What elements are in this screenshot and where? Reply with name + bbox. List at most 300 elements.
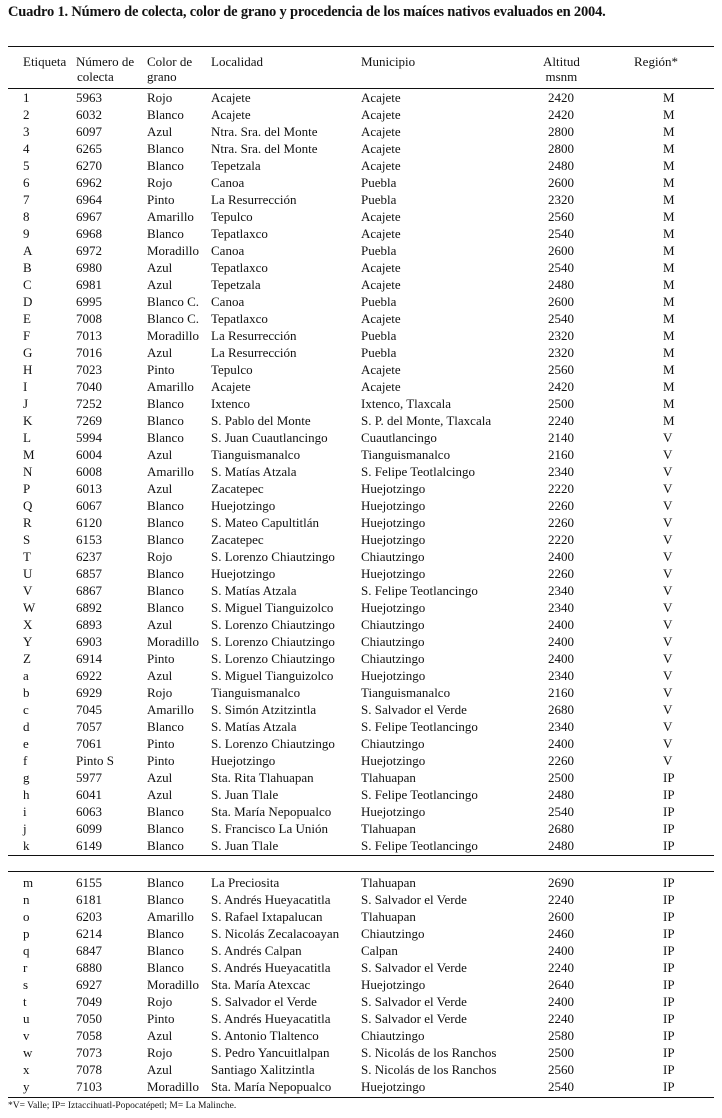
table-row <box>0 514 722 531</box>
cell-municipio: Acajete <box>361 379 401 394</box>
table-row <box>0 174 722 191</box>
cell-region: V <box>663 515 673 530</box>
cell-etiqueta: L <box>23 430 31 445</box>
cell-municipio: Cuautlancingo <box>361 430 437 445</box>
cell-etiqueta: b <box>23 685 30 700</box>
cell-region: V <box>663 600 673 615</box>
table-row <box>0 959 722 976</box>
cell-color-grano: Blanco C. <box>147 311 199 326</box>
cell-etiqueta: o <box>23 909 30 924</box>
cell-altitud: 2500 <box>548 1045 574 1060</box>
cell-etiqueta: x <box>23 1062 30 1077</box>
cell-region: M <box>663 260 675 275</box>
cell-localidad: La Resurrección <box>211 328 297 343</box>
cell-altitud: 2400 <box>548 617 574 632</box>
cell-etiqueta: Y <box>23 634 33 649</box>
table-body-part2 <box>0 874 722 1095</box>
cell-color-grano: Azul <box>147 260 173 275</box>
cell-municipio: Huejotzingo <box>361 498 426 513</box>
cell-localidad: Acajete <box>211 379 251 394</box>
cell-municipio: Huejotzingo <box>361 668 426 683</box>
cell-region: M <box>663 226 675 241</box>
cell-etiqueta: p <box>23 926 30 941</box>
cell-etiqueta: w <box>23 1045 33 1060</box>
cell-color-grano: Rojo <box>147 994 173 1009</box>
cell-etiqueta: 6 <box>23 175 30 190</box>
cell-etiqueta: J <box>23 396 29 411</box>
cell-municipio: Acajete <box>361 277 401 292</box>
table-row <box>0 446 722 463</box>
cell-altitud: 2220 <box>548 481 574 496</box>
table-row <box>0 259 722 276</box>
cell-color-grano: Rojo <box>147 549 173 564</box>
table-row <box>0 633 722 650</box>
cell-altitud: 2560 <box>548 1062 574 1077</box>
cell-localidad: S. Andrés Hueyacatitla <box>211 1011 331 1026</box>
cell-altitud: 2400 <box>548 549 574 564</box>
cell-numero-colecta: 7023 <box>76 362 102 377</box>
cell-color-grano: Azul <box>147 345 173 360</box>
cell-etiqueta: u <box>23 1011 30 1026</box>
cell-localidad: S. Andrés Calpan <box>211 943 302 958</box>
cell-altitud: 2600 <box>548 294 574 309</box>
cell-numero-colecta: 6968 <box>76 226 102 241</box>
cell-municipio: Huejotzingo <box>361 481 426 496</box>
table-row <box>0 565 722 582</box>
cell-region: IP <box>663 909 675 924</box>
cell-numero-colecta: 7073 <box>76 1045 102 1060</box>
cell-localidad: S. Nicolás Zecalacoayan <box>211 926 340 941</box>
cell-municipio: Acajete <box>361 90 401 105</box>
cell-region: M <box>663 328 675 343</box>
cell-region: M <box>663 396 675 411</box>
cell-altitud: 2600 <box>548 243 574 258</box>
cell-localidad: Zacatepec <box>211 532 264 547</box>
cell-color-grano: Pinto <box>147 362 175 377</box>
cell-altitud: 2420 <box>548 379 574 394</box>
cell-numero-colecta: 7049 <box>76 994 102 1009</box>
cell-municipio: Acajete <box>361 158 401 173</box>
cell-region: IP <box>663 926 675 941</box>
cell-localidad: Tepulco <box>211 209 253 224</box>
cell-municipio: Huejotzingo <box>361 1079 426 1094</box>
table-row <box>0 548 722 565</box>
cell-etiqueta: 1 <box>23 90 30 105</box>
header-municipio <box>361 54 415 69</box>
cell-localidad: S. Andrés Hueyacatitla <box>211 892 331 907</box>
cell-municipio: Puebla <box>361 175 397 190</box>
header-region-line1: Región* <box>634 54 679 69</box>
cell-numero-colecta: 7103 <box>76 1079 102 1094</box>
cell-color-grano: Pinto <box>147 753 175 768</box>
cell-region: M <box>663 107 675 122</box>
cell-localidad: Tepatlaxco <box>211 226 268 241</box>
table-row <box>0 684 722 701</box>
cell-region: IP <box>663 892 675 907</box>
table-row <box>0 480 722 497</box>
cell-region: IP <box>663 1028 675 1043</box>
cell-region: IP <box>663 1079 675 1094</box>
header-color-grano <box>147 54 192 84</box>
cell-numero-colecta: 7008 <box>76 311 102 326</box>
cell-numero-colecta: 7058 <box>76 1028 102 1043</box>
cell-altitud: 2690 <box>548 875 574 890</box>
page-title: Cuadro 1. Número de colecta, color de grano y procedencia de los maíces nativos evaluados en 2004. <box>8 4 606 20</box>
cell-numero-colecta: Pinto S <box>76 753 114 768</box>
table-row <box>0 769 722 786</box>
cell-color-grano: Amarillo <box>147 209 194 224</box>
cell-numero-colecta: 7252 <box>76 396 102 411</box>
cell-altitud: 2800 <box>548 124 574 139</box>
cell-etiqueta: d <box>23 719 30 734</box>
header-region <box>634 54 678 69</box>
cell-region: M <box>663 141 675 156</box>
cell-etiqueta: g <box>23 770 30 785</box>
cell-numero-colecta: 6927 <box>76 977 102 992</box>
cell-altitud: 2420 <box>548 107 574 122</box>
cell-region: M <box>663 90 675 105</box>
cell-localidad: Tepetzala <box>211 277 261 292</box>
cell-altitud: 2220 <box>548 532 574 547</box>
cell-altitud: 2560 <box>548 209 574 224</box>
cell-color-grano: Moradillo <box>147 243 199 258</box>
cell-municipio: Chiautzingo <box>361 926 425 941</box>
cell-altitud: 2160 <box>548 685 574 700</box>
table-row <box>0 1010 722 1027</box>
cell-localidad: S. Simón Atzitzintla <box>211 702 317 717</box>
cell-altitud: 2560 <box>548 362 574 377</box>
table-row <box>0 429 722 446</box>
cell-color-grano: Blanco <box>147 498 184 513</box>
cell-etiqueta: F <box>23 328 31 343</box>
cell-color-grano: Azul <box>147 1028 173 1043</box>
cell-region: V <box>663 617 673 632</box>
table-row <box>0 718 722 735</box>
cell-localidad: S. Matías Atzala <box>211 464 297 479</box>
table-row <box>0 752 722 769</box>
cell-numero-colecta: 6099 <box>76 821 102 836</box>
cell-etiqueta: 3 <box>23 124 30 139</box>
cell-color-grano: Pinto <box>147 736 175 751</box>
cell-etiqueta: C <box>23 277 32 292</box>
cell-municipio: Huejotzingo <box>361 977 426 992</box>
cell-etiqueta: W <box>23 600 36 615</box>
cell-municipio: Chiautzingo <box>361 1028 425 1043</box>
table-row <box>0 225 722 242</box>
cell-etiqueta: 9 <box>23 226 30 241</box>
cell-municipio: Tianguismanalco <box>361 447 451 462</box>
cell-municipio: Tlahuapan <box>361 875 416 890</box>
table-row <box>0 942 722 959</box>
cell-region: V <box>663 549 673 564</box>
cell-color-grano: Rojo <box>147 175 173 190</box>
cell-localidad: La Preciosita <box>211 875 280 890</box>
cell-region: M <box>663 192 675 207</box>
cell-region: V <box>663 668 673 683</box>
cell-numero-colecta: 6120 <box>76 515 102 530</box>
cell-region: IP <box>663 1045 675 1060</box>
cell-region: M <box>663 277 675 292</box>
cell-municipio: Huejotzingo <box>361 532 426 547</box>
cell-etiqueta: U <box>23 566 33 581</box>
table-row <box>0 344 722 361</box>
cell-color-grano: Azul <box>147 1062 173 1077</box>
cell-municipio: Calpan <box>361 943 398 958</box>
table-row <box>0 1044 722 1061</box>
table-row <box>0 1078 722 1095</box>
cell-numero-colecta: 6063 <box>76 804 102 819</box>
cell-numero-colecta: 6270 <box>76 158 102 173</box>
cell-altitud: 2240 <box>548 960 574 975</box>
table-row <box>0 310 722 327</box>
cell-region: V <box>663 753 673 768</box>
header-numero-colecta <box>76 54 134 84</box>
cell-localidad: Canoa <box>211 294 245 309</box>
cell-etiqueta: N <box>23 464 33 479</box>
cell-municipio: S. Felipe Teotlancingo <box>361 719 478 734</box>
cell-color-grano: Blanco <box>147 804 184 819</box>
cell-altitud: 2400 <box>548 736 574 751</box>
cell-localidad: La Resurrección <box>211 192 297 207</box>
cell-region: M <box>663 175 675 190</box>
cell-municipio: Chiautzingo <box>361 549 425 564</box>
cell-localidad: Tepatlaxco <box>211 260 268 275</box>
cell-etiqueta: 8 <box>23 209 30 224</box>
cell-etiqueta: P <box>23 481 31 496</box>
cell-altitud: 2600 <box>548 909 574 924</box>
cell-localidad: S. Lorenzo Chiautzingo <box>211 617 335 632</box>
cell-etiqueta: S <box>23 532 31 547</box>
cell-etiqueta: r <box>23 960 28 975</box>
cell-color-grano: Moradillo <box>147 1079 199 1094</box>
header-municipio-line1: Municipio <box>361 54 416 69</box>
cell-localidad: Ixtenco <box>211 396 250 411</box>
cell-etiqueta: q <box>23 943 30 958</box>
cell-municipio: Tlahuapan <box>361 770 416 785</box>
cell-altitud: 2320 <box>548 328 574 343</box>
cell-numero-colecta: 6008 <box>76 464 102 479</box>
cell-region: IP <box>663 943 675 958</box>
cell-municipio: Acajete <box>361 209 401 224</box>
cell-localidad: S. Miguel Tianguizolco <box>211 668 334 683</box>
cell-etiqueta: i <box>23 804 27 819</box>
cell-localidad: La Resurrección <box>211 345 297 360</box>
cell-color-grano: Blanco <box>147 821 184 836</box>
cell-numero-colecta: 6981 <box>76 277 102 292</box>
cell-etiqueta: 7 <box>23 192 30 207</box>
cell-altitud: 2240 <box>548 413 574 428</box>
cell-region: V <box>663 736 673 751</box>
cell-municipio: Chiautzingo <box>361 634 425 649</box>
header-localidad <box>211 54 263 69</box>
cell-color-grano: Azul <box>147 447 173 462</box>
cell-altitud: 2400 <box>548 651 574 666</box>
cell-region: IP <box>663 994 675 1009</box>
cell-altitud: 2400 <box>548 634 574 649</box>
cell-localidad: Tianguismanalco <box>211 685 301 700</box>
cell-etiqueta: j <box>23 821 27 836</box>
header-etiqueta-line1: Etiqueta <box>23 54 67 69</box>
cell-numero-colecta: 6013 <box>76 481 102 496</box>
cell-numero-colecta: 6972 <box>76 243 102 258</box>
cell-altitud: 2340 <box>548 583 574 598</box>
cell-altitud: 2600 <box>548 175 574 190</box>
table-row <box>0 191 722 208</box>
cell-municipio: S. Salvador el Verde <box>361 994 467 1009</box>
cell-localidad: S. Juan Cuautlancingo <box>211 430 328 445</box>
cell-municipio: Puebla <box>361 192 397 207</box>
header-altitud-line2: msnm <box>545 69 578 84</box>
cell-municipio: S. Felipe Teotlancingo <box>361 787 478 802</box>
table-row <box>0 786 722 803</box>
cell-altitud: 2340 <box>548 668 574 683</box>
table-row <box>0 820 722 837</box>
cell-etiqueta: K <box>23 413 33 428</box>
cell-municipio: Chiautzingo <box>361 651 425 666</box>
cell-etiqueta: 4 <box>23 141 30 156</box>
cell-numero-colecta: 6067 <box>76 498 102 513</box>
cell-region: V <box>663 685 673 700</box>
table-row <box>0 276 722 293</box>
table-bottom-rule <box>8 1097 714 1098</box>
cell-localidad: Ntra. Sra. del Monte <box>211 141 318 156</box>
cell-color-grano: Blanco C. <box>147 294 199 309</box>
cell-color-grano: Azul <box>147 481 173 496</box>
cell-numero-colecta: 5963 <box>76 90 102 105</box>
cell-region: M <box>663 362 675 377</box>
cell-localidad: Canoa <box>211 243 245 258</box>
cell-region: V <box>663 430 673 445</box>
cell-etiqueta: G <box>23 345 33 360</box>
cell-localidad: S. Mateo Capultitlán <box>211 515 319 530</box>
table-row <box>0 803 722 820</box>
cell-localidad: Sta. María Nepopualco <box>211 1079 332 1094</box>
cell-color-grano: Blanco <box>147 838 184 853</box>
cell-altitud: 2480 <box>548 277 574 292</box>
table-row <box>0 123 722 140</box>
cell-municipio: Puebla <box>361 328 397 343</box>
header-altitud <box>543 54 580 84</box>
cell-region: V <box>663 464 673 479</box>
cell-numero-colecta: 6880 <box>76 960 102 975</box>
cell-region: M <box>663 379 675 394</box>
cell-etiqueta: y <box>23 1079 30 1094</box>
cell-region: IP <box>663 875 675 890</box>
cell-color-grano: Azul <box>147 668 173 683</box>
cell-numero-colecta: 5994 <box>76 430 102 445</box>
cell-localidad: Sta. Rita Tlahuapan <box>211 770 314 785</box>
cell-color-grano: Blanco <box>147 600 184 615</box>
cell-color-grano: Blanco <box>147 719 184 734</box>
cell-color-grano: Blanco <box>147 532 184 547</box>
table-row <box>0 667 722 684</box>
cell-localidad: Santiago Xalitzintla <box>211 1062 315 1077</box>
cell-etiqueta: v <box>23 1028 30 1043</box>
cell-numero-colecta: 6847 <box>76 943 102 958</box>
cell-numero-colecta: 6237 <box>76 549 102 564</box>
cell-localidad: Sta. María Nepopualco <box>211 804 332 819</box>
cell-municipio: S. Felipe Teotlalcingo <box>361 464 476 479</box>
cell-localidad: S. Lorenzo Chiautzingo <box>211 736 335 751</box>
table-row <box>0 1061 722 1078</box>
cell-localidad: S. Francisco La Unión <box>211 821 328 836</box>
cell-localidad: S. Pablo del Monte <box>211 413 311 428</box>
cell-color-grano: Amarillo <box>147 379 194 394</box>
cell-etiqueta: Q <box>23 498 33 513</box>
cell-color-grano: Blanco <box>147 107 184 122</box>
cell-etiqueta: h <box>23 787 30 802</box>
cell-localidad: S. Miguel Tianguizolco <box>211 600 334 615</box>
table-row <box>0 925 722 942</box>
cell-numero-colecta: 7013 <box>76 328 102 343</box>
cell-localidad: S. Lorenzo Chiautzingo <box>211 634 335 649</box>
cell-altitud: 2540 <box>548 226 574 241</box>
cell-color-grano: Blanco <box>147 875 184 890</box>
cell-municipio: S. Salvador el Verde <box>361 960 467 975</box>
table-row <box>0 106 722 123</box>
cell-numero-colecta: 6867 <box>76 583 102 598</box>
cell-etiqueta: M <box>23 447 35 462</box>
cell-etiqueta: Z <box>23 651 31 666</box>
table-break-rule-bottom <box>8 871 714 872</box>
cell-etiqueta: A <box>23 243 33 258</box>
table-row <box>0 874 722 891</box>
cell-numero-colecta: 6893 <box>76 617 102 632</box>
cell-localidad: Acajete <box>211 90 251 105</box>
cell-region: V <box>663 447 673 462</box>
table-row <box>0 412 722 429</box>
table-row <box>0 650 722 667</box>
cell-altitud: 2260 <box>548 498 574 513</box>
cell-municipio: Acajete <box>361 141 401 156</box>
cell-municipio: S. Nicolás de los Ranchos <box>361 1045 497 1060</box>
cell-region: M <box>663 311 675 326</box>
cell-altitud: 2580 <box>548 1028 574 1043</box>
cell-localidad: S. Lorenzo Chiautzingo <box>211 651 335 666</box>
cell-color-grano: Blanco <box>147 566 184 581</box>
cell-numero-colecta: 6922 <box>76 668 102 683</box>
table-row <box>0 293 722 310</box>
cell-numero-colecta: 6265 <box>76 141 102 156</box>
cell-altitud: 2460 <box>548 926 574 941</box>
cell-altitud: 2340 <box>548 464 574 479</box>
cell-color-grano: Pinto <box>147 1011 175 1026</box>
cell-color-grano: Amarillo <box>147 464 194 479</box>
cell-etiqueta: D <box>23 294 33 309</box>
table-row <box>0 993 722 1010</box>
cell-altitud: 2800 <box>548 141 574 156</box>
cell-altitud: 2240 <box>548 1011 574 1026</box>
cell-municipio: S. Salvador el Verde <box>361 892 467 907</box>
cell-color-grano: Amarillo <box>147 702 194 717</box>
cell-color-grano: Rojo <box>147 90 173 105</box>
cell-localidad: Tepatlaxco <box>211 311 268 326</box>
cell-altitud: 2400 <box>548 994 574 1009</box>
cell-altitud: 2540 <box>548 804 574 819</box>
cell-localidad: S. Juan Tlale <box>211 838 279 853</box>
cell-region: IP <box>663 977 675 992</box>
cell-color-grano: Moradillo <box>147 977 199 992</box>
cell-numero-colecta: 7269 <box>76 413 102 428</box>
cell-region: M <box>663 124 675 139</box>
cell-municipio: S. Salvador el Verde <box>361 1011 467 1026</box>
cell-municipio: Acajete <box>361 226 401 241</box>
cell-etiqueta: e <box>23 736 29 751</box>
cell-municipio: S. Felipe Teotlancingo <box>361 583 478 598</box>
table-row <box>0 361 722 378</box>
cell-numero-colecta: 7078 <box>76 1062 102 1077</box>
cell-municipio: Huejotzingo <box>361 600 426 615</box>
